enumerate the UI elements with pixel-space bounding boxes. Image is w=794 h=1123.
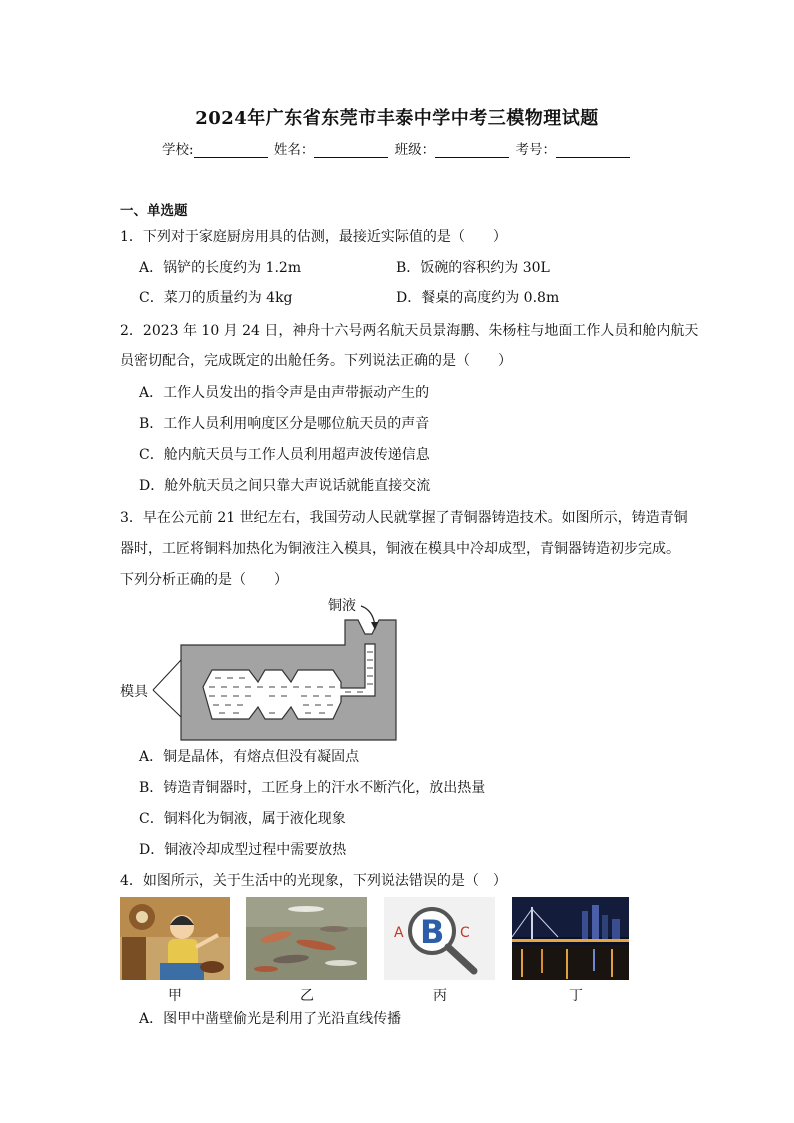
image-caption-jia: 甲 xyxy=(168,988,182,1004)
letter-a: A xyxy=(394,925,404,941)
mold-label: 模具 xyxy=(120,684,148,700)
school-label: 学校: xyxy=(162,142,194,158)
q2-option-d[interactable]: D．舱外航天员之间只靠大声说话就能直接交流 xyxy=(139,478,431,494)
q1-option-b[interactable]: B．饭碗的容积约为 30L xyxy=(396,260,550,276)
letter-b: B xyxy=(420,913,445,951)
number-blank[interactable] xyxy=(556,143,630,158)
section-heading: 一、单选题 xyxy=(120,203,188,219)
q3-option-d[interactable]: D．铜液冷却成型过程中需要放热 xyxy=(139,842,347,858)
fish-pond-image xyxy=(246,897,367,980)
school-blank[interactable] xyxy=(194,143,268,158)
student-info-line xyxy=(0,138,794,158)
q3-stem-line1: 3．早在公元前 21 世纪左右，我国劳动人民就掌握了青铜器铸造技术。如图所示，铸造青铜 xyxy=(120,510,688,526)
mold-diagram xyxy=(115,592,405,744)
image-caption-bing: 丙 xyxy=(433,988,447,1004)
q2-option-c[interactable]: C．舱内航天员与工作人员利用超声波传递信息 xyxy=(139,447,430,463)
name-label: 姓名： xyxy=(273,142,315,158)
q1-option-a[interactable]: A．锅铲的长度约为 1.2m xyxy=(139,260,302,276)
name-blank[interactable] xyxy=(314,143,388,158)
q3-option-c[interactable]: C．铜料化为铜液，属于液化现象 xyxy=(139,811,346,827)
q3-option-a[interactable]: A．铜是晶体，有熔点但没有凝固点 xyxy=(139,749,360,765)
liquid-label: 铜液 xyxy=(328,598,356,614)
q1-option-c[interactable]: C．菜刀的质量约为 4kg xyxy=(139,290,293,306)
q3-stem-line2: 器时，工匠将铜料加热化为铜液注入模具，铜液在模具中冷却成型，青铜器铸造初步完成。 xyxy=(120,541,680,557)
q3-option-b[interactable]: B．铸造青铜器时，工匠身上的汗水不断汽化，放出热量 xyxy=(139,780,486,796)
exam-title: 2024年广东省东莞市丰泰中学中考三模物理试题 xyxy=(195,108,599,129)
number-label: 考号： xyxy=(515,142,556,158)
mold-pointer-bottom xyxy=(153,690,181,717)
magnifier-abc-image xyxy=(384,897,495,980)
class-label: 班级： xyxy=(394,142,436,158)
q2-option-b[interactable]: B．工作人员利用响度区分是哪位航天员的声音 xyxy=(139,416,430,432)
image-caption-ding: 丁 xyxy=(569,988,583,1004)
letter-c: C xyxy=(460,925,470,941)
q2-stem-line1: 2．2023 年 10 月 24 日，神舟十六号两名航天员景海鹏、朱杨柱与地面工作人员和舱内航天 xyxy=(120,323,699,339)
image-caption-yi: 乙 xyxy=(300,988,314,1004)
q1-option-d[interactable]: D．餐桌的高度约为 0.8m xyxy=(396,290,560,306)
q2-stem-line2: 员密切配合，完成既定的出舱任务。下列说法正确的是（ ） xyxy=(120,353,512,369)
q2-option-a[interactable]: A．工作人员发出的指令声是由声带振动产生的 xyxy=(139,385,430,401)
q4-option-a[interactable]: A．图甲中凿壁偷光是利用了光沿直线传播 xyxy=(139,1011,402,1027)
class-blank[interactable] xyxy=(435,143,509,158)
night-bridge-image xyxy=(512,897,629,980)
scholar-cartoon-image xyxy=(120,897,230,980)
q3-stem-line3: 下列分析正确的是（ ） xyxy=(120,572,288,588)
q4-stem: 4．如图所示，关于生活中的光现象，下列说法错误的是（ ） xyxy=(120,873,507,889)
mold-pointer-top xyxy=(153,660,181,690)
q1-stem: 1．下列对于家庭厨房用具的估测，最接近实际值的是（ ） xyxy=(120,229,507,245)
